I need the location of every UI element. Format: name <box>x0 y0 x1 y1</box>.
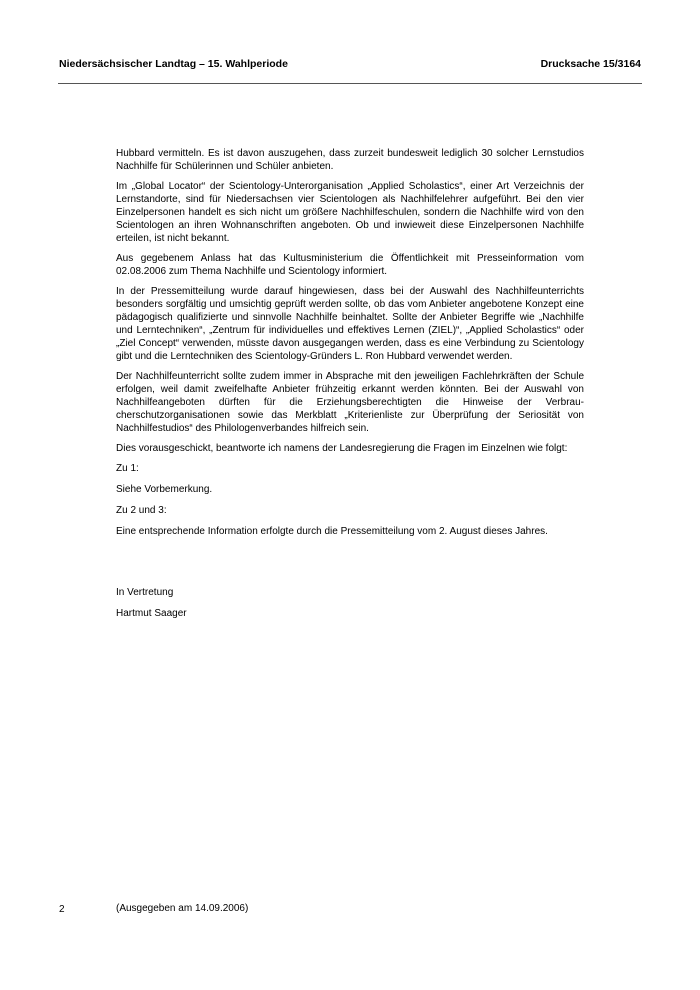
paragraph-presseinformation: Aus gegebenem Anlass hat das Kultusministerium die Öffentlichkeit mit Presseinformation vom 02.08.2006 zum Thema Nachhilfe und Scientology informiert. <box>116 253 584 277</box>
paragraph-nachhilfeunterricht: Der Nachhilfeunterricht sollte zudem immer in Absprache mit den jeweiligen Fachlehrkräften der Schule erfolgen, weil damit zweifelhafte Anbieter frühzeitig erkannt werden könnten. Bei der Auswahl von Nachhilfeangeboten dürften für die Erziehungsberechtigten die Hinweise der Verbraucherschutzorganisationen sowie das Merkblatt „Kriterienliste zur Überprüfung der Seriosität von Nachhilfestudios“ des Philologenverbandes hilfreich sein. <box>116 371 584 434</box>
signature-name: Hartmut Saager <box>116 608 187 619</box>
paragraph-vorausgeschickt: Dies vorausgeschickt, beantworte ich namens der Landesregierung die Fragen im Einzelnen wie folgt: <box>116 443 568 454</box>
page-number: 2 <box>59 904 65 915</box>
question-heading-1: Zu 1: <box>116 463 139 474</box>
document-number: Drucksache 15/3164 <box>540 58 641 70</box>
paragraph-pressemitteilung: In der Pressemitteilung wurde darauf hingewiesen, dass bei der Auswahl des Nachhilfeunterrichts besonders sorgfältig und umsichtig geprüft werden sollte, ob das vom Anbieter angebotene Konzept eine pädagogisch qualifizierte und sinnvolle Nachhilfe beinhaltet. Sollte der Anbieter Begriffe wie „Nachhilfe und Lerntechniken“, „Zentrum für individuelles und effektives Lernen (ZIEL)“, „Applied Scholastics“ oder „Ziel Concept“ verwenden, müsste davon ausgegangen werden, dass es eine Verbindung zu Scientology gibt und die Lerntechniken des Scientology-Gründers L. Ron Hubbard verwendet werden. <box>116 286 584 362</box>
issued-date: (Ausgegeben am 14.09.2006) <box>116 903 249 914</box>
header-divider <box>58 83 642 84</box>
header-title: Niedersächsischer Landtag – 15. Wahlperiode <box>59 58 288 70</box>
document-body <box>116 147 584 545</box>
signature-in-vertretung: In Vertretung <box>116 587 174 598</box>
answer-2-3: Eine entsprechende Information erfolgte durch die Pressemitteilung vom 2. August dieses Jahres. <box>116 526 548 537</box>
paragraph-lernstudios: Hubbard vermitteln. Es ist davon auszugehen, dass zurzeit bundesweit lediglich 30 solcher Lernstudios Nachhilfe für Schülerinnen und Schüler anbieten. <box>116 148 584 172</box>
question-heading-2-3: Zu 2 und 3: <box>116 505 167 516</box>
answer-1: Siehe Vorbemerkung. <box>116 484 213 495</box>
signature-block <box>116 586 187 628</box>
paragraph-global-locator: Im „Global Locator“ der Scientology-Unterorganisation „Applied Scholastics“, einer Art Verzeichnis der Lernstandorte, sind für Niedersachsen vier Scientologen als Nachhilfelehrer aufgeführt. Bei den vier Einzelpersonen handelt es sich nicht um größere Nachhilfeschulen, sondern die Nachhilfe wird von den Scientologen an ihren Wohnanschriften angeboten. Ob und inwieweit diese Einzelpersonen Nachhilfe erteilen, ist nicht bekannt. <box>116 181 584 244</box>
